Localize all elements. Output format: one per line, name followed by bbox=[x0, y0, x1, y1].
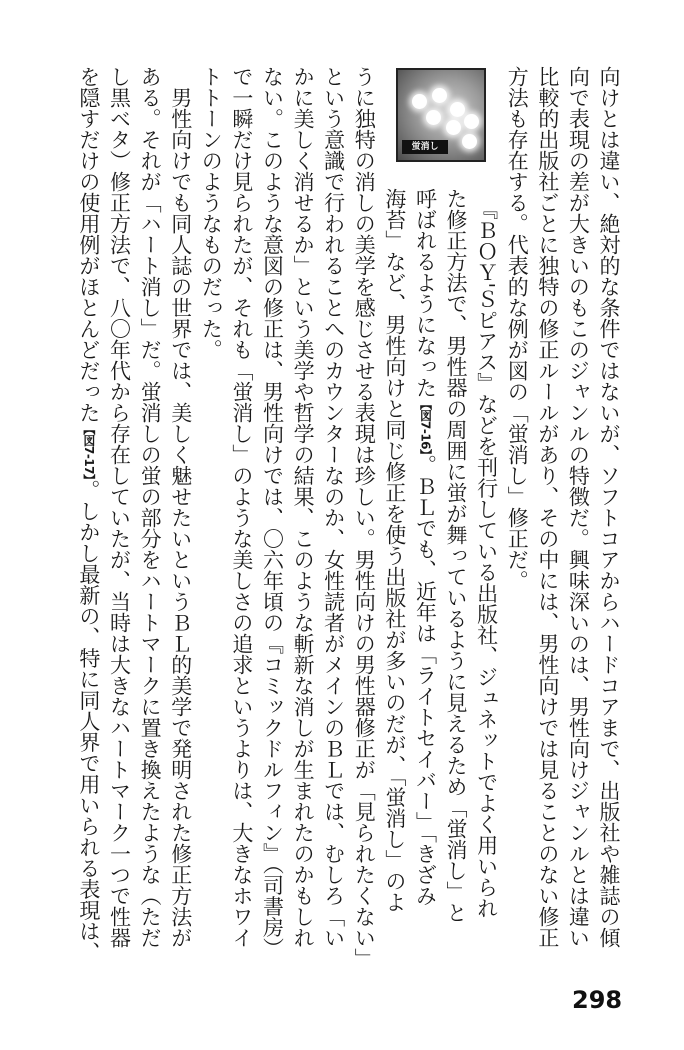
text-line: かに美しく消せるか」という美学や哲学の結果、このような斬新な消しが生まれたのかもしれ bbox=[291, 66, 316, 948]
text-line: た修正方法で、男性器の周囲に蛍が舞っているように見えるため「蛍消し」と bbox=[444, 188, 469, 923]
text-line: し黒ベタ）修正方法で、八〇年代から存在していたが、当時は大きなハートマーク一つで性器 bbox=[107, 66, 132, 948]
text-line: で一瞬だけ見られたが、それも「蛍消し」のような美しさの追求というよりは、大きなホワイ bbox=[229, 66, 254, 948]
text-line: 方法も存在する。代表的な例が図の「蛍消し」修正だ。 bbox=[505, 66, 530, 591]
text-line: 向で表現の差が大きいのもこのジャンルの特徴だ。興味深いのは、男性向けジャンルとは違い bbox=[566, 66, 591, 948]
page-number: 298 bbox=[572, 986, 623, 1014]
text-segment: 。ＢＬでも、近年は「ライトセイバー」「きざみ bbox=[413, 454, 438, 907]
figure-reference: 【図7-17】 bbox=[81, 423, 96, 480]
text-line: 海苔」など、男性向けと同じ修正を使う出版社が多いのだが、「蛍消し」のよ bbox=[382, 188, 407, 913]
text-segment: 呼ばれるようになった bbox=[413, 188, 438, 398]
text-line: 比較的出版社ごとに独特の修正ルールがあり、その中には、男性向けでは見ることのない修正 bbox=[535, 66, 560, 948]
body-text bbox=[73, 66, 624, 969]
text-line: トトーンのようなものだった。 bbox=[199, 66, 224, 360]
text-line: ない。このような意図の修正は、男性向けでは、〇六年頃の『コミックドルフィン』（司書房） bbox=[260, 66, 285, 959]
figure-caption: 蛍消し bbox=[402, 140, 448, 154]
text-line bbox=[410, 66, 441, 907]
text-line bbox=[73, 66, 104, 963]
text-line: ある。それが「ハート消し」だ。蛍消しの蛍の部分をハートマークに置き換えたような（ただ bbox=[138, 66, 163, 948]
text-segment: を隠すだけの使用例がほとんどだった bbox=[76, 66, 101, 423]
text-line: うに独特の消しの美学を感じさせる表現は珍しい。男性向けの男性器修正が「見られたくない」 bbox=[352, 66, 377, 969]
figure-reference: 【図7-16】 bbox=[418, 398, 433, 455]
text-line: 向けとは違い、絶対的な条件ではないが、ソフトコアからハードコアまで、出版社や雑誌の傾 bbox=[597, 66, 621, 948]
text-line: という意識で行われることへのカウンターなのか、女性読者がメインのＢＬでは、むしろ「い bbox=[321, 66, 346, 948]
text-line: 男性向けでも同人誌の世界では、美しく魅せたいというＢＬ的美学で発明された修正方法が bbox=[168, 66, 193, 948]
text-segment: 。しかし最新の、特に同人界で用いられる表現は、 bbox=[76, 479, 101, 963]
text-line: 『ＢＯＹ'Ｓピアス』などを刊行している出版社、ジュネットでよく用いられ bbox=[474, 188, 499, 919]
